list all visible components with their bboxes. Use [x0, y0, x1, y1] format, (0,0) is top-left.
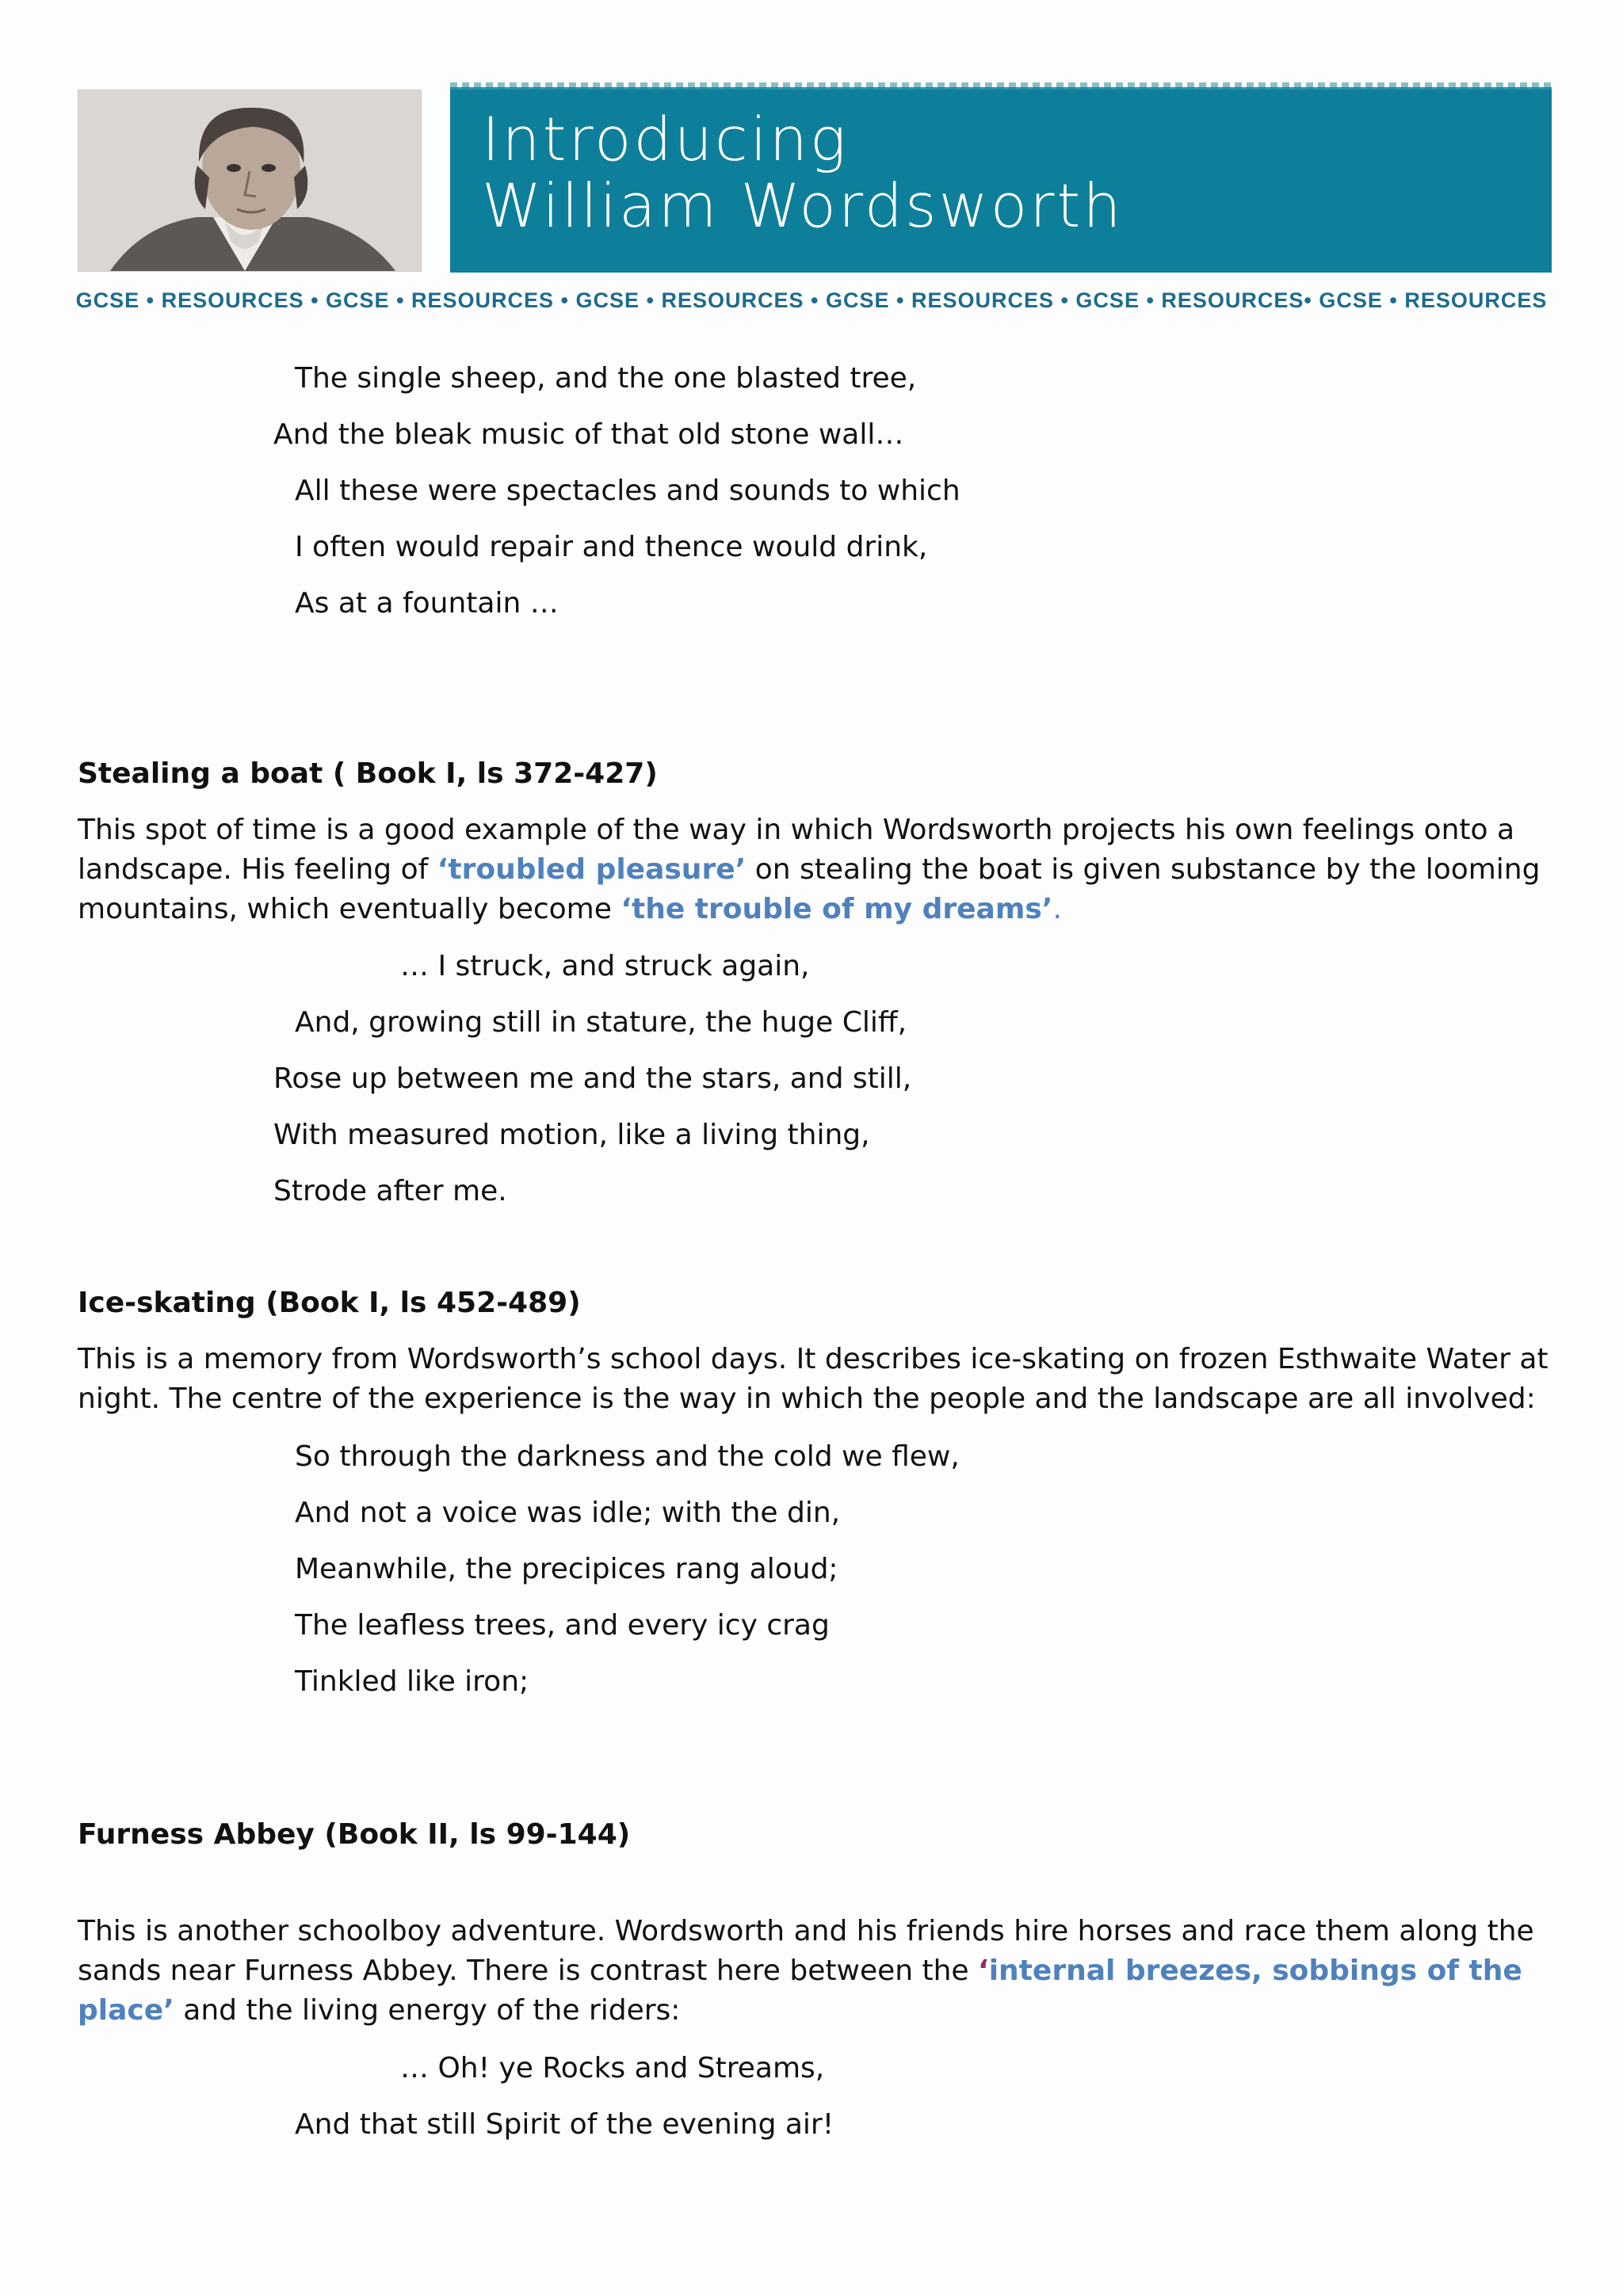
highlighted-quote: ‘troubled pleasure’	[437, 853, 747, 886]
highlighted-quote: internal breezes, sobbings of the place’	[78, 1955, 1522, 2027]
section-paragraph: This is a memory from Wordsworth’s school days. It describes ice-skating on frozen Esthwaite Water at night. The centre of the experience is the way in which the people and the landscape are all involved:	[78, 1343, 1549, 1415]
verse-line: … I struck, and struck again,	[400, 950, 810, 982]
verse-line: I often would repair and thence would drink,	[295, 531, 928, 563]
verse-line: So through the darkness and the cold we flew,	[295, 1440, 960, 1473]
section-paragraph	[78, 1912, 1552, 2031]
verse-line: Tinkled like iron;	[295, 1665, 529, 1698]
section-heading-furness-abbey: Furness Abbey (Book II, ls 99-144)	[78, 1818, 631, 1851]
verse-line: And not a voice was idle; with the din,	[295, 1497, 841, 1529]
title-banner	[450, 87, 1552, 273]
verse-line: The leafless trees, and every icy crag	[295, 1609, 830, 1642]
banner-brush-edge	[450, 82, 1552, 89]
verse-line: And, growing still in stature, the huge Cliff,	[295, 1006, 907, 1039]
wordsworth-portrait	[78, 90, 422, 272]
page-title	[482, 106, 1124, 239]
paragraph-text: This is another schoolboy adventure. Wordsworth and his friends hire horses and race them along the sands near Furness Abbey. There is contrast here between the	[78, 1915, 1534, 1987]
paragraph-text: .	[1052, 893, 1062, 925]
section-heading-ice-skating: Ice-skating (Book I, ls 452-489)	[78, 1287, 581, 1319]
section-heading-stealing-a-boat: Stealing a boat ( Book I, ls 372-427)	[78, 757, 658, 790]
verse-line: The single sheep, and the one blasted tree,	[295, 362, 917, 395]
verse-line: As at a fountain …	[295, 587, 559, 620]
paragraph-text: This spot of time is a good example of the way in which Wordsworth projects his own feelings onto a landscape. His feeling of	[78, 814, 1515, 886]
section-paragraph	[78, 810, 1552, 929]
verse-line: And that still Spirit of the evening air!	[295, 2108, 834, 2141]
resources-tagline: GCSE • RESOURCES • GCSE • RESOURCES • GCSE • RESOURCES • GCSE • RESOURCES • GCSE • RESOURCES• GCSE • RESOURCES	[75, 288, 1548, 312]
paragraph-text: on stealing the boat is given substance by the looming mountains, which eventually become	[78, 853, 1541, 925]
verse-line: All these were spectacles and sounds to which	[295, 475, 960, 507]
title-line-2: William Wordsworth	[482, 170, 1124, 241]
quote-mark: ‘	[978, 1955, 989, 1987]
verse-line: … Oh! ye Rocks and Streams,	[400, 2052, 825, 2084]
highlighted-quote: ‘the trouble of my dreams’	[621, 893, 1053, 925]
verse-line: Meanwhile, the precipices rang aloud;	[295, 1553, 838, 1585]
verse-line: Strode after me.	[273, 1175, 507, 1207]
portrait-illustration	[78, 90, 421, 271]
paragraph-text: and the living energy of the riders:	[174, 1994, 681, 2027]
verse-line: Rose up between me and the stars, and still,	[273, 1062, 912, 1095]
verse-line: And the bleak music of that old stone wall…	[273, 418, 904, 451]
title-line-1: Introducing	[482, 104, 849, 174]
verse-line: With measured motion, like a living thing,	[273, 1119, 870, 1151]
